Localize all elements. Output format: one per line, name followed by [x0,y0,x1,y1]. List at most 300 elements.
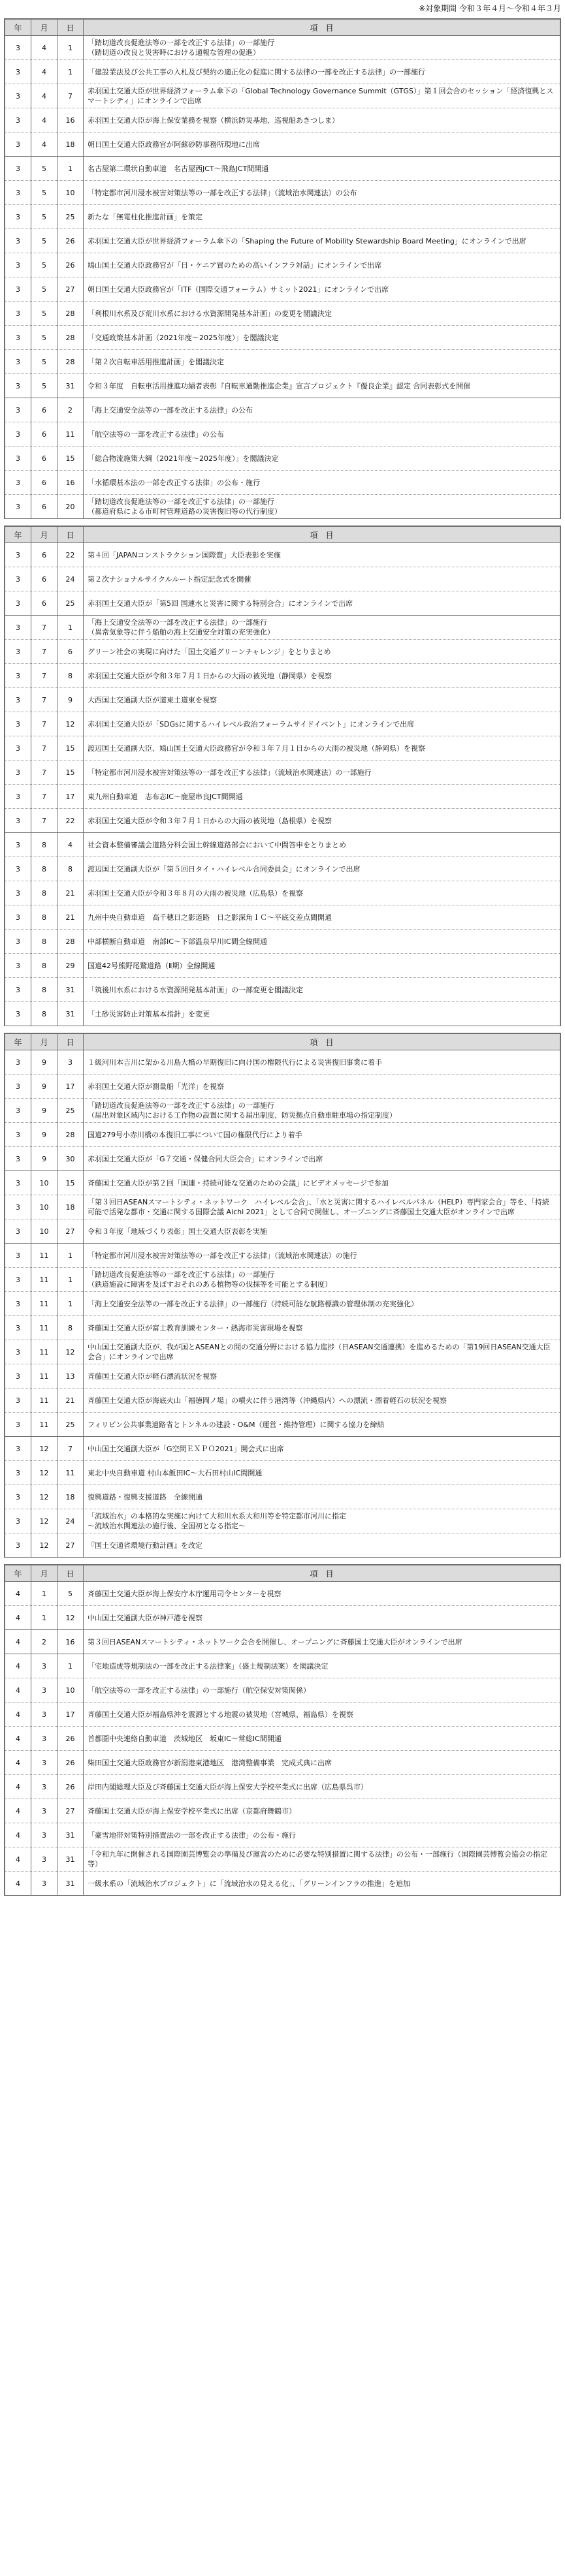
cell-year: 3 [5,1075,31,1099]
cell-year: 3 [5,1099,31,1123]
table-row [5,1413,560,1437]
cell-day: 25 [57,591,84,616]
cell-year: 3 [5,277,31,302]
table-row [5,1147,560,1171]
cell-month: 8 [31,1002,57,1026]
cell-year: 3 [5,133,31,157]
cell-item: 斉藤国土交通大臣が福島県沖を震源とする地震の被災地（宮城県、福島県）を視察 [84,1703,560,1727]
cell-day: 1 [57,60,84,84]
cell-month: 3 [31,1823,57,1847]
table-row [5,277,560,302]
cell-day: 28 [57,326,84,350]
cell-month: 5 [31,326,57,350]
cell-year: 3 [5,253,31,277]
header-item: 項 目 [84,1565,560,1582]
cell-item: 渡辺国土交通副大臣、鳩山国土交通大臣政務官が令和３年７月１日からの大雨の被災地（静岡県）を視察 [84,736,560,761]
cell-month: 8 [31,857,57,881]
table-row [5,1606,560,1630]
cell-month: 3 [31,1775,57,1799]
table-row [5,1703,560,1727]
cell-year: 3 [5,447,31,471]
cell-day: 25 [57,1099,84,1123]
cell-month: 9 [31,1075,57,1099]
cell-year: 3 [5,108,31,133]
cell-year: 3 [5,1485,31,1509]
cell-month: 5 [31,181,57,205]
cell-month: 3 [31,1872,57,1896]
header-day: 日 [57,1034,84,1050]
cell-day: 12 [57,712,84,736]
cell-year: 4 [5,1654,31,1678]
cell-year: 3 [5,1509,31,1533]
header-item: 項 目 [84,20,560,36]
chronology-table [4,1564,561,1896]
cell-year: 4 [5,1582,31,1606]
cell-day: 26 [57,253,84,277]
cell-item: 中山国土交通副大臣が、我が国とASEANとの間の交通分野における協力進捗（日ASEAN交通連携）を進めるための「第19回日ASEAN交通大臣会合」にオンラインで出席 [84,1340,560,1364]
cell-year: 3 [5,495,31,519]
cell-item: 斉藤国土交通大臣が海底火山「福徳岡ノ場」の噴火に伴う港湾等（沖縄県内）への漂流・漂着軽石の状況を視察 [84,1389,560,1413]
cell-day: 29 [57,954,84,978]
cell-year: 3 [5,1244,31,1268]
cell-month: 7 [31,785,57,809]
cell-item: 柴田国土交通大臣政務官が新潟港東港地区 港湾整備事業 完成式典に出席 [84,1751,560,1775]
table-row [5,1872,560,1896]
cell-year: 3 [5,857,31,881]
table-row [5,60,560,84]
chronology-table [4,18,561,519]
table-row [5,881,560,905]
cell-item: 第４回「JAPANコンストラクション国際賞」大臣表彰を実施 [84,543,560,567]
table-row [5,422,560,447]
cell-item: 令和３年度「地域づくり表彰」国土交通大臣表彰を実施 [84,1219,560,1244]
chronology-table [4,526,561,1026]
table-row [5,688,560,712]
cell-year: 3 [5,350,31,374]
cell-month: 5 [31,157,57,181]
cell-month: 7 [31,736,57,761]
cell-item: フィリピン公共事業道路省とトンネルの建設・O&M（運営・維持管理）に関する協力を締結 [84,1413,560,1437]
cell-month: 12 [31,1485,57,1509]
cell-year: 3 [5,978,31,1002]
cell-day: 11 [57,422,84,447]
chronology-table [4,1033,561,1558]
cell-item: 赤羽国土交通大臣が「G７交通・保健合同大臣会合」にオンラインで出席 [84,1147,560,1171]
cell-month: 3 [31,1678,57,1703]
cell-year: 3 [5,229,31,253]
cell-year: 3 [5,543,31,567]
table-row [5,350,560,374]
cell-month: 11 [31,1413,57,1437]
cell-day: 16 [57,108,84,133]
table-row [5,712,560,736]
cell-month: 2 [31,1630,57,1654]
table-row [5,302,560,326]
cell-item: 「特定都市河川浸水被害対策法等の一部を改正する法律」（流域治水関連法）の公布 [84,181,560,205]
cell-year: 3 [5,736,31,761]
cell-month: 8 [31,881,57,905]
cell-month: 5 [31,277,57,302]
cell-day: 15 [57,1171,84,1195]
table-row [5,108,560,133]
cell-day: 31 [57,1872,84,1896]
cell-day: 18 [57,1195,84,1219]
cell-day: 1 [57,1244,84,1268]
cell-month: 11 [31,1340,57,1364]
cell-item: １級河川本吉川に架かる川島大橋の早期復旧に向け国の権限代行による災害復旧事業に着手 [84,1050,560,1075]
header-day: 日 [57,1565,84,1582]
table-row [5,1171,560,1195]
table-row [5,133,560,157]
table-row [5,1195,560,1219]
cell-item: 斉藤国土交通大臣が富士教育訓練センター・熱海市災害現場を視察 [84,1316,560,1340]
cell-month: 5 [31,229,57,253]
cell-year: 3 [5,833,31,857]
table-row [5,1316,560,1340]
cell-item: 赤羽国土交通大臣が測量船「光洋」を視察 [84,1075,560,1099]
cell-year: 3 [5,1123,31,1147]
table-row [5,1775,560,1799]
cell-day: 26 [57,229,84,253]
cell-item: 朝日国土交通大臣政務官が阿蘇砂防事務所現地に出席 [84,133,560,157]
cell-item: 『国土交通省環境行動計画』を改定 [84,1533,560,1558]
table-row [5,543,560,567]
cell-month: 6 [31,471,57,495]
table-row [5,761,560,785]
cell-day: 1 [57,1654,84,1678]
cell-year: 3 [5,1050,31,1075]
cell-year: 3 [5,809,31,833]
cell-month: 5 [31,374,57,398]
cell-day: 28 [57,350,84,374]
cell-day: 31 [57,1847,84,1872]
cell-year: 3 [5,905,31,930]
cell-year: 3 [5,471,31,495]
header-month: 月 [31,1565,57,1582]
cell-month: 8 [31,833,57,857]
table-row [5,1509,560,1533]
cell-month: 8 [31,978,57,1002]
cell-day: 15 [57,761,84,785]
cell-item: 赤羽国土交通大臣が「SDGsに関するハイレベル政治フォーラムサイドイベント」にオンラインで出席 [84,712,560,736]
cell-month: 8 [31,905,57,930]
header-month: 月 [31,527,57,543]
table-row [5,1244,560,1268]
cell-item: 首都圏中央連絡自動車道 茨城地区 坂東IC～常総IC間開通 [84,1727,560,1751]
cell-year: 3 [5,1195,31,1219]
cell-month: 8 [31,954,57,978]
table-row [5,664,560,688]
table-row [5,157,560,181]
table-row [5,857,560,881]
cell-item: 復興道路・復興支援道路 全線開通 [84,1485,560,1509]
cell-month: 7 [31,761,57,785]
table-row [5,447,560,471]
cell-year: 4 [5,1775,31,1799]
table-row [5,616,560,640]
cell-day: 10 [57,1678,84,1703]
table-row [5,1678,560,1703]
cell-item: 赤羽国土交通大臣が世界経済フォーラム傘下の「Shaping the Future of Mobility Stewardship Board Meeting」にオンラインで出席 [84,229,560,253]
cell-year: 3 [5,1533,31,1558]
cell-day: 8 [57,857,84,881]
cell-year: 3 [5,761,31,785]
table-row [5,1654,560,1678]
cell-month: 1 [31,1606,57,1630]
cell-item: 「宅地造成等規制法の一部を改正する法律案」（盛土規制法案）を閣議決定 [84,1654,560,1678]
table-row [5,1002,560,1026]
table-row [5,1268,560,1292]
cell-year: 4 [5,1727,31,1751]
cell-year: 3 [5,36,31,60]
cell-item: 赤羽国土交通大臣が令和３年７月１日からの大雨の被災地（静岡県）を視察 [84,664,560,688]
cell-day: 20 [57,495,84,519]
cell-year: 3 [5,881,31,905]
cell-day: 10 [57,181,84,205]
cell-day: 5 [57,1582,84,1606]
cell-month: 10 [31,1219,57,1244]
cell-month: 7 [31,688,57,712]
cell-day: 22 [57,543,84,567]
cell-day: 13 [57,1364,84,1389]
cell-month: 7 [31,640,57,664]
table-row [5,1533,560,1558]
cell-day: 27 [57,1799,84,1823]
cell-day: 21 [57,905,84,930]
cell-item: 国道279号小赤川橋の本復旧工事について国の権限代行により着手 [84,1123,560,1147]
cell-item: 赤羽国土交通大臣が令和３年７月１日からの大雨の被災地（島根県）を視察 [84,809,560,833]
cell-item: 斉藤国土交通大臣が海上保安庁本庁運用司令センターを視察 [84,1582,560,1606]
cell-day: 17 [57,1075,84,1099]
cell-item: 「土砂災害防止対策基本指針」を変更 [84,1002,560,1026]
cell-year: 4 [5,1872,31,1896]
cell-day: 1 [57,616,84,640]
table-row [5,954,560,978]
cell-month: 4 [31,36,57,60]
cell-year: 3 [5,591,31,616]
cell-day: 8 [57,1316,84,1340]
cell-item: 「海上交通安全法等の一部を改正する法律」の一部施行（持続可能な航路標識の管理体制の充実強化） [84,1292,560,1316]
cell-day: 21 [57,881,84,905]
cell-month: 1 [31,1582,57,1606]
cell-item: 「令和九年に開催される国際園芸博覧会の準備及び運営のために必要な特別措置に関する法律」の公布・一部施行（国際園芸博覧会協会の指定等） [84,1847,560,1872]
cell-month: 11 [31,1268,57,1292]
cell-item: 斉藤国土交通大臣が軽石漂流状況を視察 [84,1364,560,1389]
cell-item: グリーン社会の実現に向けた「国土交通グリーンチャレンジ」をとりまとめ [84,640,560,664]
cell-item: 「総合物流施策大綱（2021年度～2025年度）」を閣議決定 [84,447,560,471]
cell-year: 4 [5,1703,31,1727]
cell-year: 3 [5,712,31,736]
cell-month: 12 [31,1461,57,1485]
table-row [5,567,560,591]
table-row [5,736,560,761]
cell-item: 第２次ナショナルサイクルルート指定記念式を開催 [84,567,560,591]
cell-year: 3 [5,1147,31,1171]
table-row [5,1050,560,1075]
cell-item: 「踏切道改良促進法等の一部を改正する法律」の一部施行 （踏切道の改良と災害時における通報な管理の促進） [84,36,560,60]
cell-month: 10 [31,1171,57,1195]
cell-day: 17 [57,785,84,809]
cell-year: 4 [5,1823,31,1847]
cell-day: 12 [57,1340,84,1364]
cell-month: 7 [31,664,57,688]
cell-day: 15 [57,447,84,471]
cell-month: 6 [31,422,57,447]
cell-item: 赤羽国土交通大臣が海上保安業務を視察（横浜防災基地、巡視船あきつしま） [84,108,560,133]
cell-year: 3 [5,326,31,350]
header-day: 日 [57,527,84,543]
cell-item: 「交通政策基本計画（2021年度～2025年度）」を閣議決定 [84,326,560,350]
cell-item: 「踏切道改良促進法等の一部を改正する法律」の一部施行 （都道府県による市町村管理道路の災害復旧等の代行制度） [84,495,560,519]
cell-day: 8 [57,664,84,688]
cell-item: 国道42号熊野尾鷲道路（Ⅱ期）全線開通 [84,954,560,978]
table-row [5,1847,560,1872]
cell-month: 7 [31,809,57,833]
cell-item: 一級水系の「流域治水プロジェクト」に「流域治水の見える化」、「グリーンインフラの推進」を追加 [84,1872,560,1896]
cell-day: 9 [57,688,84,712]
cell-year: 4 [5,1847,31,1872]
cell-item: 「第３回日ASEANスマートシティ・ネットワーク ハイレベル会合」、「水と災害に関するハイレベルパネル（HELP）専門家会合」等を、「持続可能で活発な都市・交通に関する国際会議 Aichi 2021」として合同で開催し、オープニングに斉藤国土交通大臣がオンラインで出席 [84,1195,560,1219]
cell-day: 24 [57,567,84,591]
cell-month: 6 [31,567,57,591]
table-row [5,930,560,954]
table-row [5,495,560,519]
cell-item: 赤羽国土交通大臣が世界経済フォーラム傘下の「Global Technology Governance Summit（GTGS）」第１回会合のセッション「経済復興とスマートシティ」にオンラインで出席 [84,84,560,108]
header-item: 項 目 [84,1034,560,1050]
cell-day: 31 [57,978,84,1002]
cell-day: 31 [57,1002,84,1026]
table-row [5,84,560,108]
chronology-tables [0,18,565,1896]
header-month: 月 [31,20,57,36]
cell-month: 6 [31,447,57,471]
cell-item: 「建設業法及び公共工事の入札及び契約の適正化の促進に関する法律の一部を改正する法律」の一部施行 [84,60,560,84]
cell-item: 令和３年度 自転車活用推進功績者表彰『自転車通勤推進企業』宣言プロジェクト『優良企業』認定 合同表彰式を開催 [84,374,560,398]
header-year: 年 [5,527,31,543]
table-row [5,785,560,809]
cell-day: 4 [57,833,84,857]
cell-day: 1 [57,1268,84,1292]
cell-year: 3 [5,640,31,664]
cell-month: 9 [31,1147,57,1171]
table-row [5,978,560,1002]
cell-month: 5 [31,350,57,374]
table-row [5,833,560,857]
cell-item: 「航空法等の一部を改正する法律」の一部施行（航空保安対策関係） [84,1678,560,1703]
cell-month: 4 [31,108,57,133]
cell-day: 11 [57,1461,84,1485]
cell-year: 3 [5,567,31,591]
cell-day: 12 [57,1606,84,1630]
table-row [5,809,560,833]
table-row [5,1437,560,1461]
cell-day: 26 [57,1775,84,1799]
cell-month: 9 [31,1123,57,1147]
header-day: 日 [57,20,84,36]
cell-day: 3 [57,1050,84,1075]
cell-month: 3 [31,1727,57,1751]
cell-day: 25 [57,205,84,229]
cell-year: 3 [5,422,31,447]
cell-day: 6 [57,640,84,664]
cell-day: 25 [57,1413,84,1437]
cell-year: 3 [5,1413,31,1437]
cell-item: 「特定都市河川浸水被害対策法等の一部を改正する法律」（流域治水関連法）の一部施行 [84,761,560,785]
cell-item: 東九州自動車道 志布志IC～鹿屋串良JCT間開通 [84,785,560,809]
cell-day: 17 [57,1703,84,1727]
cell-day: 27 [57,1219,84,1244]
table-row [5,1582,560,1606]
table-row [5,205,560,229]
cell-month: 6 [31,398,57,422]
cell-month: 6 [31,543,57,567]
cell-month: 12 [31,1533,57,1558]
cell-item: 渡辺国土交通副大臣が「第５回日タイ・ハイレベル合同委員会」にオンラインで出席 [84,857,560,881]
cell-item: 第３回日ASEANスマートシティ・ネットワーク会合を開催し、オープニングに斉藤国土交通大臣がオンラインで出席 [84,1630,560,1654]
cell-year: 3 [5,302,31,326]
cell-year: 3 [5,1171,31,1195]
header-year: 年 [5,1034,31,1050]
table-row [5,640,560,664]
cell-day: 1 [57,157,84,181]
cell-item: 中山国土交通副大臣が「G空間ＥＸＰＯ2021」開会式に出席 [84,1437,560,1461]
cell-day: 30 [57,1147,84,1171]
table-row [5,591,560,616]
cell-month: 4 [31,133,57,157]
cell-year: 3 [5,1461,31,1485]
table-row [5,471,560,495]
cell-month: 3 [31,1751,57,1775]
cell-month: 6 [31,495,57,519]
cell-day: 26 [57,1751,84,1775]
cell-year: 3 [5,688,31,712]
cell-year: 3 [5,930,31,954]
cell-day: 1 [57,36,84,60]
cell-item: 「流域治水」の本格的な実施に向けて大和川水系大和川等を特定都市河川に指定 ～流域治水関連法の施行後、全国初となる指定～ [84,1509,560,1533]
cell-item: 大西国土交通副大臣が道東土道東を視察 [84,688,560,712]
cell-month: 11 [31,1244,57,1268]
period-note: ※対象期間 令和３年４月～令和４年３月 [419,4,561,13]
cell-month: 11 [31,1389,57,1413]
cell-day: 26 [57,1727,84,1751]
cell-month: 4 [31,84,57,108]
cell-day: 31 [57,1823,84,1847]
cell-day: 21 [57,1389,84,1413]
cell-item: 赤羽国土交通大臣が令和３年８月の大雨の被災地（広島県）を視察 [84,881,560,905]
cell-item: 岸田内閣総理大臣及び斉藤国土交通大臣が海上保安大学校卒業式に出席（広島県呉市） [84,1775,560,1799]
cell-item: 鳩山国土交通大臣政務官が「日・ケニア貿のための高いインフラ対話」にオンラインで出席 [84,253,560,277]
cell-item: 「特定都市河川浸水被害対策法等の一部を改正する法律」（流域治水関連法）の施行 [84,1244,560,1268]
cell-day: 22 [57,809,84,833]
table-row [5,36,560,60]
cell-year: 4 [5,1678,31,1703]
cell-month: 8 [31,930,57,954]
cell-month: 12 [31,1509,57,1533]
cell-day: 28 [57,1123,84,1147]
table-row [5,398,560,422]
table-row [5,1727,560,1751]
cell-item: 「利根川水系及び荒川水系における水資源開発基本計画」の変更を閣議決定 [84,302,560,326]
table-row [5,1799,560,1823]
header-year: 年 [5,1565,31,1582]
table-row [5,1751,560,1775]
table-row [5,253,560,277]
table-row [5,1292,560,1316]
cell-item: 「航空法等の一部を改正する法律」の公布 [84,422,560,447]
cell-day: 7 [57,84,84,108]
cell-month: 9 [31,1099,57,1123]
table-row [5,374,560,398]
